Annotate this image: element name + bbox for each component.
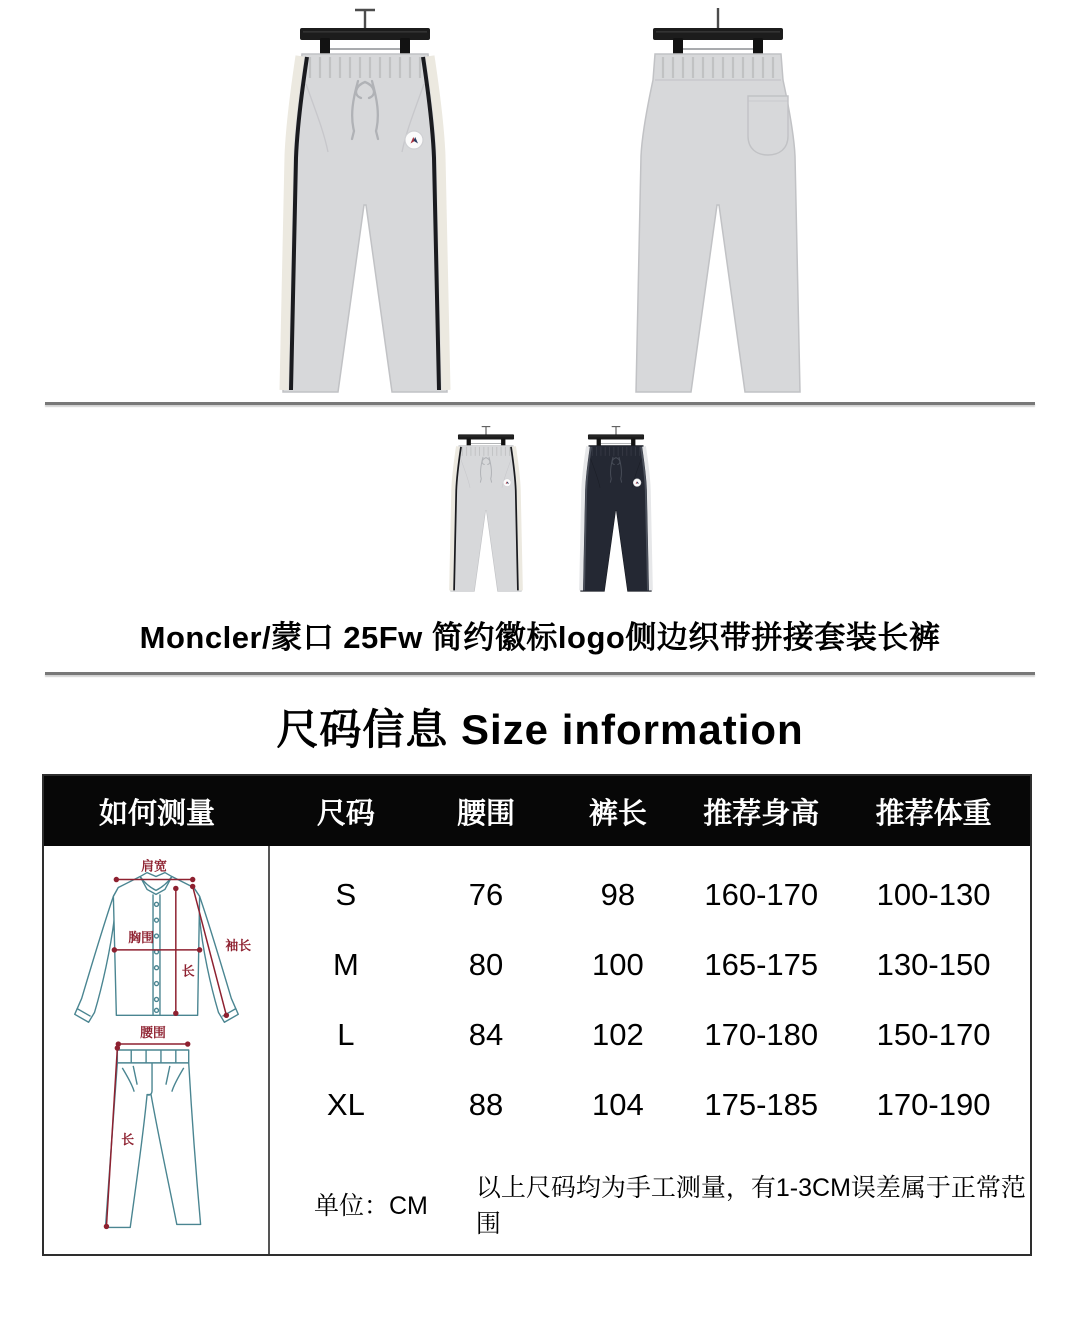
cell-waist: 80 (468, 947, 504, 982)
product-gallery-main (0, 0, 1080, 402)
cell-length: 102 (591, 1017, 644, 1052)
label-chest: 胸围 (128, 929, 155, 945)
size-table-header (44, 776, 1030, 846)
cell-weight: 170-190 (876, 1087, 991, 1122)
header-pant-length: 裤长 (588, 797, 647, 830)
black-pants-thumb-image (575, 424, 657, 593)
size-row-l (270, 1000, 1030, 1070)
size-row-m (270, 930, 1030, 1000)
cell-length: 104 (591, 1087, 644, 1122)
cell-waist: 84 (468, 1017, 504, 1052)
label-waist: 腰围 (140, 1025, 166, 1041)
size-table (42, 774, 1032, 1256)
header-height: 推荐身高 (703, 797, 820, 830)
cell-weight: 130-150 (876, 947, 991, 982)
section-divider-top (45, 402, 1035, 405)
label-pant-length: 长 (121, 1132, 135, 1148)
cell-height: 170-180 (704, 1017, 819, 1052)
gray-pants-thumb-image (445, 424, 527, 593)
cell-length: 98 (600, 877, 636, 912)
size-row-xl (270, 1070, 1030, 1140)
size-info-heading: 尺码信息 Size information (276, 706, 804, 753)
label-sleeve: 袖长 (225, 937, 252, 953)
cell-waist: 88 (468, 1087, 504, 1122)
header-weight: 推荐体重 (875, 797, 992, 830)
cell-size: XL (326, 1087, 365, 1122)
cell-height: 165-175 (704, 947, 819, 982)
product-gallery-thumbs (0, 418, 1080, 598)
measurement-diagram (44, 846, 270, 1254)
size-row-s (270, 860, 1030, 930)
section-divider-bottom (45, 672, 1035, 675)
unit-note: 单位：CM (314, 1192, 428, 1220)
cell-size: M (332, 947, 359, 982)
cell-weight: 150-170 (876, 1017, 991, 1052)
cell-waist: 76 (468, 877, 504, 912)
header-size: 尺码 (316, 797, 375, 830)
cell-length: 100 (591, 947, 644, 982)
cell-size: L (337, 1017, 355, 1052)
cell-height: 175-185 (704, 1087, 819, 1122)
cell-weight: 100-130 (876, 877, 991, 912)
gray-pants-back-image (623, 4, 813, 396)
product-title: Moncler/蒙口 25Fw 简约徽标logo侧边织带拼接套装长裤 (139, 620, 941, 655)
measure-note-row (270, 1154, 1030, 1254)
label-length: 长 (181, 963, 195, 979)
header-waist: 腰围 (457, 797, 516, 830)
tolerance-note: 以上尺码均为手工测量，有1-3CM误差属于正常范围 (475, 1174, 1026, 1238)
shirt-outline (75, 873, 239, 1023)
cell-height: 160-170 (704, 877, 819, 912)
header-how-to-measure: 如何测量 (98, 797, 215, 830)
size-rows (270, 846, 1030, 1140)
label-shoulder: 肩宽 (141, 858, 167, 874)
cell-size: S (335, 877, 357, 912)
trousers-outline (105, 1050, 200, 1227)
gray-pants-front-image (270, 4, 460, 396)
